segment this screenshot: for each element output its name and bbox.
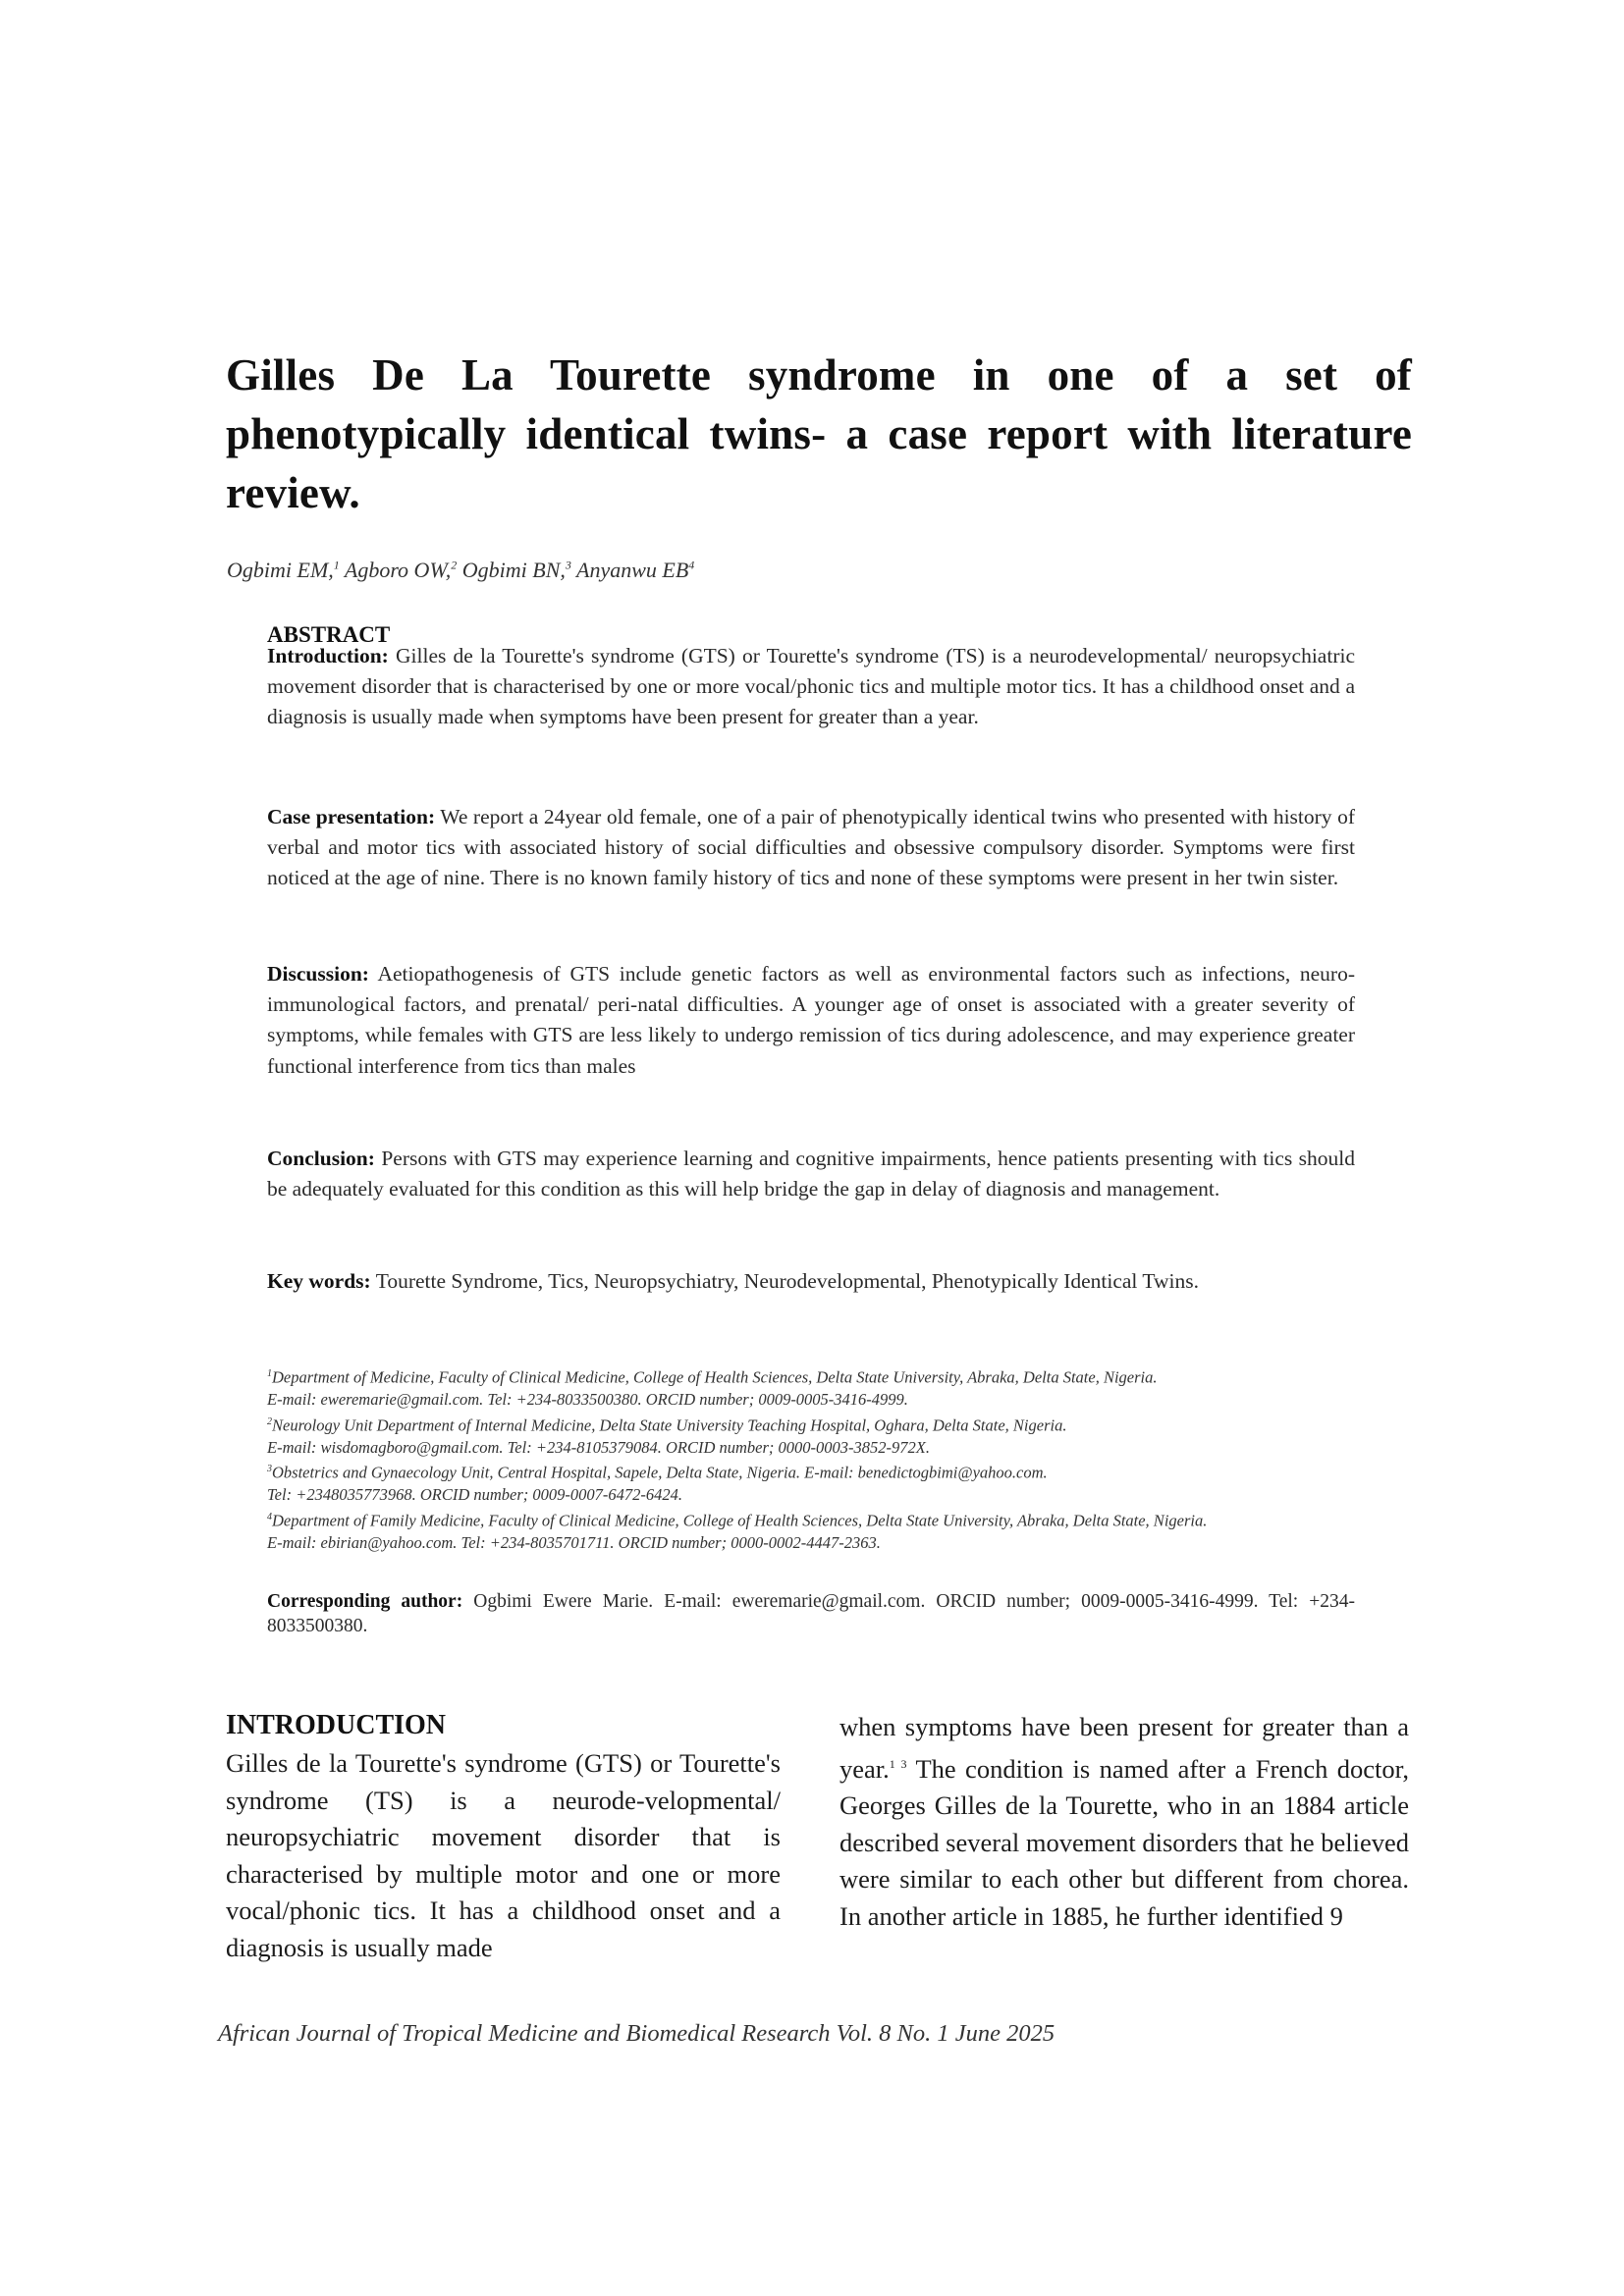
affiliation-marker: 4 <box>267 1512 272 1523</box>
body-text: The condition is named after a French doctor, Georges Gilles de la Tourette, who in an 1884 article described several movement disorders that he believed were similar to each other but different from chorea. In another article in 1885, he further identified 9 <box>839 1753 1410 1931</box>
author-affiliation-marker: 2 <box>451 558 458 572</box>
affiliation-marker: 3 <box>267 1464 272 1475</box>
affiliation-institution: Department of Family Medicine, Faculty of Clinical Medicine, College of Health Sciences, Delta State University, Abraka, Delta State, Nigeria. <box>272 1511 1208 1530</box>
affiliations <box>267 1363 1357 1555</box>
author-name: Anyanwu EB <box>576 558 689 582</box>
abstract-section-label: Discussion: <box>267 962 369 986</box>
abstract-heading: ABSTRACT <box>267 622 391 647</box>
affiliation-contact: E-mail: wisdomagboro@gmail.com. Tel: +234-8105379084. ORCID number; 0000-0003-3852-972X. <box>267 1437 930 1457</box>
abstract-case-presentation <box>267 802 1355 894</box>
introduction-column-right <box>839 1709 1409 1935</box>
abstract-conclusion <box>267 1144 1355 1204</box>
author-list <box>227 558 694 583</box>
corresponding-author-label: Corresponding author: <box>267 1591 463 1612</box>
introduction-column-left: Gilles de la Tourette's syndrome (GTS) or Tourette's syndrome (TS) is a neurode-velopmental/ neuropsychiatric movement disorder that is characterised by multiple motor and one or more vocal/phonic tics. It has a childhood onset and a diagnosis is usually made <box>226 1748 781 1962</box>
corresponding-author <box>267 1589 1355 1638</box>
body-text: when symptoms have been present for greater than a year. <box>839 1712 1409 1784</box>
affiliation-item <box>267 1412 1357 1460</box>
author-name: Ogbimi BN, <box>461 558 566 582</box>
abstract-section-label: Introduction: <box>267 644 389 667</box>
abstract-section-text: Gilles de la Tourette's syndrome (GTS) or Tourette's syndrome (TS) is a neurodevelopmental/ neuropsychiatric movement disorder that is characterised by one or more vocal/phonic tics and multiple motor tics. It has a childhood onset and a diagnosis is usually made when symptoms have been present for greater than a year. <box>267 644 1355 729</box>
affiliation-item <box>267 1363 1357 1412</box>
corresponding-author-details: Ogbimi Ewere Marie. E-mail: eweremarie@gmail.com. ORCID number; 0009-0005-3416-4999. Tel: +234-8033500380. <box>267 1591 1356 1636</box>
abstract-keywords <box>267 1266 1259 1297</box>
author-name: Ogbimi EM, <box>227 558 334 582</box>
keywords-label: Key words: <box>267 1269 371 1293</box>
author-affiliation-marker: 3 <box>565 558 571 572</box>
abstract-introduction <box>267 641 1355 733</box>
affiliation-institution: Neurology Unit Department of Internal Medicine, Delta State University Teaching Hospital, Oghara, Delta State, Nigeria. <box>272 1415 1067 1435</box>
affiliation-item <box>267 1507 1357 1555</box>
affiliation-marker: 1 <box>267 1368 272 1379</box>
author-affiliation-marker: 1 <box>333 558 340 572</box>
abstract-section-label: Case presentation: <box>267 805 436 828</box>
affiliation-item <box>267 1459 1357 1507</box>
affiliation-institution: Department of Medicine, Faculty of Clinical Medicine, College of Health Sciences, Delta State University, Abraka, Delta State, Nigeria. <box>272 1367 1158 1387</box>
citation-marker: 1 3 <box>889 1756 907 1771</box>
abstract-section-text: Persons with GTS may experience learning and cognitive impairments, hence patients presenting with tics should be adequately evaluated for this condition as this will help bridge the gap in delay of diagnosis and management. <box>267 1147 1356 1201</box>
abstract-section-text: Aetiopathogenesis of GTS include genetic factors as well as environmental factors such as infections, neuro-immunological factors, and prenatal/ peri-natal difficulties. A younger age of onset is associated with a greater severity of symptoms, while females with GTS are less likely to undergo remission of tics during adolescence, and may experience greater functional interference from tics than males <box>267 962 1355 1078</box>
introduction-heading: INTRODUCTION <box>226 1710 447 1740</box>
journal-footer: African Journal of Tropical Medicine and Biomedical Research Vol. 8 No. 1 June 2025 <box>218 2020 1056 2047</box>
author-name: Agboro OW, <box>344 558 452 582</box>
abstract-discussion <box>267 959 1355 1082</box>
affiliation-contact: E-mail: ebirian@yahoo.com. Tel: +234-8035701711. ORCID number; 0000-0002-4447-2363. <box>267 1533 881 1553</box>
abstract-section-label: Conclusion: <box>267 1147 375 1170</box>
abstract-section-text: We report a 24year old female, one of a pair of phenotypically identical twins who presented with history of verbal and motor tics with associated history of social difficulties and obsessive compulsory disorder. Symptoms were first noticed at the age of nine. There is no known family history of tics and none of these symptoms were present in her twin sister. <box>267 805 1355 890</box>
affiliation-marker: 2 <box>267 1415 272 1427</box>
affiliation-institution: Obstetrics and Gynaecology Unit, Central Hospital, Sapele, Delta State, Nigeria. E-mail: benedictogbimi@yahoo.com. <box>272 1463 1048 1482</box>
affiliation-contact: E-mail: eweremarie@gmail.com. Tel: +234-8033500380. ORCID number; 0009-0005-3416-4999. <box>267 1390 908 1410</box>
keywords-text: Tourette Syndrome, Tics, Neuropsychiatry, Neurodevelopmental, Phenotypically Identical Twins. <box>375 1269 1200 1293</box>
affiliation-contact: Tel: +2348035773968. ORCID number; 0009-0007-6472-6424. <box>267 1485 682 1505</box>
paper-title: Gilles De La Tourette syndrome in one of a set of phenotypically identical twins- a case report with literature review. <box>226 350 1412 517</box>
author-affiliation-marker: 4 <box>688 558 695 572</box>
